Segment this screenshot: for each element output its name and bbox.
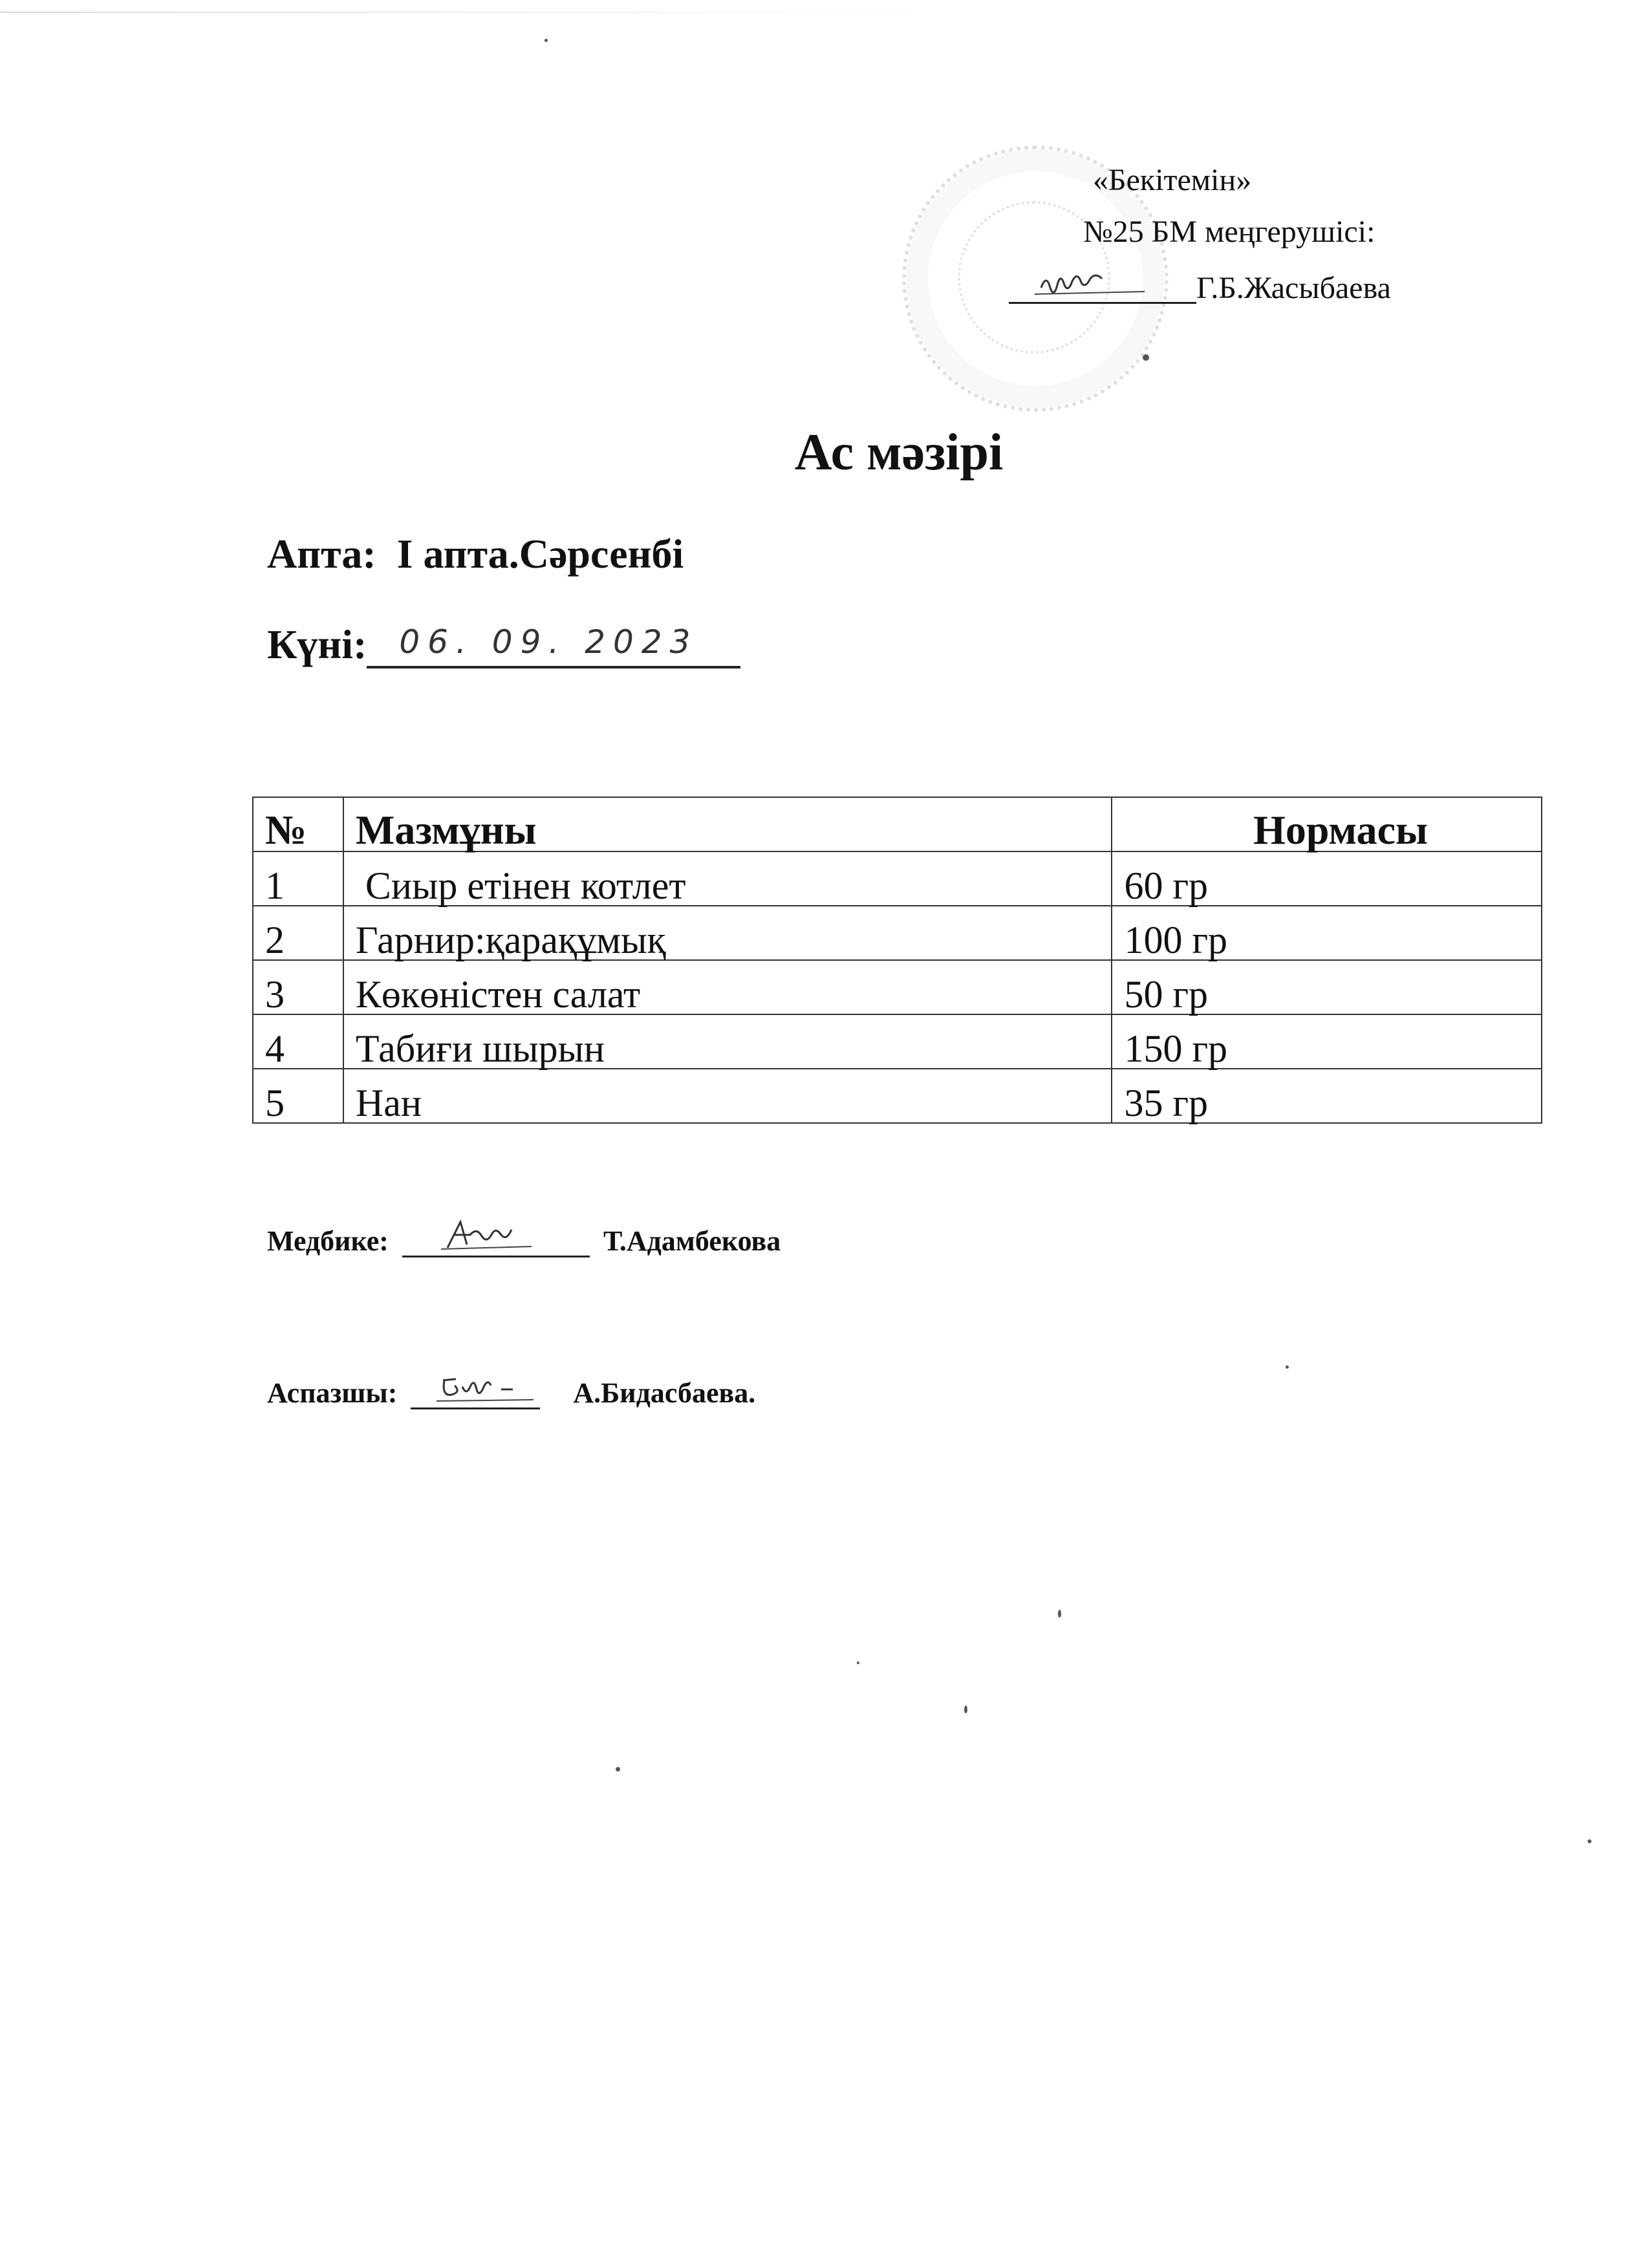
- table-row: [253, 1014, 1542, 1069]
- cook-signature-field: [411, 1374, 540, 1409]
- scan-edge: [0, 12, 970, 13]
- medic-signature-line: [267, 1222, 781, 1257]
- medic-signature-field: [402, 1222, 590, 1257]
- page-title: Ас мәзірі: [794, 424, 1004, 481]
- row-number: 5: [253, 1069, 343, 1123]
- row-item: Табиғи шырын: [343, 1014, 1112, 1069]
- scan-speck: [964, 1706, 967, 1713]
- week-value: I апта.Сәрсенбі: [396, 531, 684, 577]
- row-norm: 50 гр: [1112, 960, 1542, 1014]
- scan-speck: [616, 1767, 620, 1771]
- approver-signature: [1028, 268, 1158, 301]
- row-number: 3: [253, 960, 343, 1014]
- row-item-text: Сиыр етінен котлет: [365, 864, 686, 907]
- scan-speck: [1058, 1610, 1061, 1618]
- cook-label: Аспазшы:: [267, 1377, 398, 1409]
- cook-signature-line: [267, 1374, 755, 1409]
- week-label: Апта:: [267, 531, 376, 577]
- row-number: 2: [253, 906, 343, 960]
- date-field: [367, 621, 740, 669]
- header-norm: Нормасы: [1112, 797, 1542, 851]
- header-content: Мазмұны: [343, 797, 1112, 851]
- scan-speck: [857, 1662, 859, 1664]
- row-norm: 60 гр: [1112, 851, 1542, 906]
- row-number: 1: [253, 851, 343, 906]
- table-row: [253, 1069, 1542, 1123]
- approver-signature-row: [1009, 268, 1391, 304]
- week-line: [267, 530, 684, 578]
- row-item: [343, 851, 1112, 906]
- row-item: Көкөністен салат: [343, 960, 1112, 1014]
- menu-table: [252, 797, 1542, 1124]
- scan-speck: [544, 39, 548, 42]
- row-item: Нан: [343, 1069, 1112, 1123]
- row-norm: 100 гр: [1112, 906, 1542, 960]
- cook-signature: [430, 1367, 546, 1406]
- table-row: [253, 851, 1542, 906]
- scan-speck: [1588, 1839, 1591, 1843]
- medic-label: Медбике:: [267, 1225, 389, 1257]
- row-number: 4: [253, 1014, 343, 1069]
- row-norm: 150 гр: [1112, 1014, 1542, 1069]
- table-header-row: [253, 797, 1542, 851]
- approver-signature-line: [1009, 268, 1196, 304]
- approval-heading: «Бекітемін»: [1093, 163, 1252, 197]
- scan-speck: [1286, 1365, 1289, 1369]
- date-value: 06. 09. 2023: [399, 623, 698, 661]
- table-row: [253, 960, 1542, 1014]
- date-label: Күні:: [267, 621, 367, 667]
- date-line: [267, 621, 740, 669]
- table-row: [253, 906, 1542, 960]
- medic-name: Т.Адамбекова: [603, 1225, 781, 1257]
- approver-position: №25 БМ меңгерушісі:: [1083, 215, 1375, 249]
- cook-name: А.Бидасбаева.: [573, 1377, 756, 1409]
- approver-name: Г.Б.Жасыбаева: [1196, 271, 1391, 305]
- row-item: Гарнир:қарақұмық: [343, 906, 1112, 960]
- scan-speck: [1143, 354, 1149, 361]
- medic-signature: [422, 1215, 551, 1254]
- row-norm: 35 гр: [1112, 1069, 1542, 1123]
- header-number: №: [253, 797, 343, 851]
